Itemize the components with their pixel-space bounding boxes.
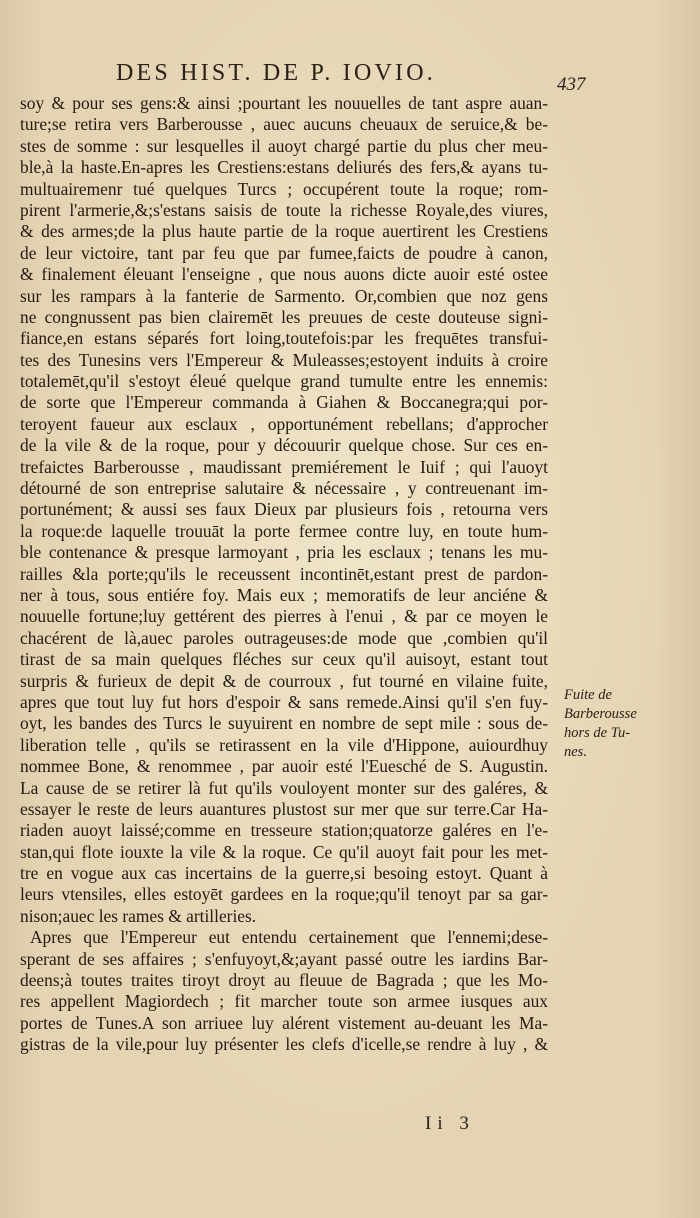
text-line: chacérent de là,auec paroles outrageuses:de mode que ,combien qu'il — [20, 627, 548, 648]
text-line: apres que tout luy fut hors d'espoir & sans remede.Ainsi qu'il s'en fuy- — [20, 691, 548, 712]
text-line: liberation telle , qu'ils se retirassent en la vile d'Hippone, auiourdhuy — [20, 734, 548, 755]
margin-note-line: nes. — [564, 744, 587, 760]
text-line: totalemēt,qu'il s'estoyt éleué quelque grand tumulte entre les ennemis: — [20, 371, 548, 392]
text-line: soy & pour ses gens:& ainsi ;pourtant les nouuelles de tant aspre auan- — [20, 93, 548, 113]
text-line: de leur victoire, tant par feu que par fumee,faicts de poudre à canon, — [20, 242, 548, 263]
running-title: DES HIST. DE P. IOVIO. — [116, 60, 436, 86]
signature-mark: Ii 3 — [425, 1113, 475, 1134]
text-line: nouuelle fortune;luy gettérent des pierres à l'enui , & par ce moyen le — [20, 606, 548, 627]
text-line: & des armes;de la plus haute partie de la roque auertirent les Crestiens — [20, 221, 548, 242]
text-line: fiance,en estans séparés fort loing,toutefois:par les frequētes transfui- — [20, 328, 548, 349]
text-line: ble contenance & presque larmoyant , pria les esclaux ; tenans les mu- — [20, 542, 548, 563]
text-line: Apres que l'Empereur eut entendu certainement que l'ennemi;dese- — [30, 927, 548, 948]
text-line: portes de Tunes.A son arriuee luy alérent vistement au-deuant les Ma- — [20, 1012, 548, 1033]
text-line: & finalement éleuant l'enseigne , que nous auons dicte auoir esté ostee — [20, 264, 548, 285]
text-line: stan,qui flote iouxte la vile & la roque. Ce qu'il auoyt fait pour les met- — [20, 841, 548, 862]
text-line: oyt, les bandes des Turcs le suyuirent en nombre de sept mile : sous de- — [20, 713, 548, 734]
text-line: nommee Bone, & renommee , par auoir esté l'Euesché de S. Augustin. — [20, 756, 548, 777]
text-line: essayer le reste de leurs auantures plustost sur mer que sur terre.Car Ha- — [20, 798, 548, 819]
text-line: de la vile & de la roque, pour y découurir quelque chose. Sur ces en- — [20, 435, 548, 456]
page-number: 437 — [557, 74, 586, 95]
text-line: teroyent faueur aux esclaux , opportunément rebellans; d'approcher — [20, 413, 548, 434]
margin-note-line: Fuite de — [564, 687, 612, 703]
text-line: tre en vogue aux cas incertains de la guerre,si besoing estoyt. Quant à — [20, 863, 548, 884]
text-line: sperant de ses affaires ; s'enfuyoyt,&;ayant passé outre les iardins Bar- — [20, 948, 548, 969]
text-line: portunément; & aussi ses faux Dieux par plusieurs fois , retourna vers — [20, 499, 548, 520]
margin-note-line: Barberousse — [564, 706, 637, 722]
text-line: res appellent Magiordech ; fit marcher toute son armee iusques aux — [20, 991, 548, 1012]
text-line: pirent l'armerie,&;s'estans saisis de toute la richesse Royale,des viures, — [20, 199, 548, 220]
text-line: ner à tous, sous entiére foy. Mais eux ; memoratifs de leur anciéne & — [20, 584, 548, 605]
text-line: stes de somme : sur lesquelles il auoyt chargé partie du plus cher meu- — [20, 135, 548, 156]
text-line: tirast de sa main quelques fléches sur ceux qu'il auisoyt, estant tout — [20, 649, 548, 670]
text-line: de sorte que l'Empereur commanda à Giahen & Boccanegra;qui por- — [20, 392, 548, 413]
text-line: ble,à la haste.En-apres les Crestiens:estans deliurés des fers,& ayans tu- — [20, 157, 548, 178]
text-line: ture;se retira vers Barberousse , auec aucuns cheuaux de seruice,& be- — [20, 114, 548, 135]
text-line: nison;auec les rames & artilleries. — [20, 905, 257, 926]
margin-note-line: hors de Tu- — [564, 725, 631, 741]
running-head — [0, 60, 700, 95]
text-line: tes des Tunesins vers l'Empereur & Muleasses;estoyent induits à croire — [20, 349, 548, 370]
text-line: ne congnussent pas bien clairemēt les preuues de ceste douteuse signi- — [20, 306, 548, 327]
text-line: riaden auoyt laissé;comme en tresseure station;quatorze galéres en l'e- — [20, 820, 548, 841]
text-line: trefaictes Barberousse , maudissant premiérement le Iuif ; qui l'auoyt — [20, 456, 548, 477]
text-line: la roque:de laquelle trouuāt la porte fermee contre luy, en toute hum- — [20, 520, 548, 541]
body-text — [20, 93, 548, 1056]
text-line: multuairemenr tué quelques Turcs ; occupérent toute la roque; rom- — [20, 178, 548, 199]
text-line: leurs vtensiles, elles estoyēt gardees en la roque;qu'il tenoyt par sa gar- — [20, 884, 548, 905]
text-line: détourné de son entreprise salutaire & nécessaire , y contreuenant im- — [20, 478, 548, 499]
text-line: deens;à toutes traites tiroyt droyt au fleuue de Bagrada ; que les Mo- — [20, 970, 548, 991]
text-line: railles &la porte;qu'ils le receussent incontinēt,estant prest de pardon- — [20, 563, 548, 584]
text-line: surpris & furieux de depit & de courroux , fut tourné en vilaine fuite, — [20, 670, 548, 691]
text-line: gistras de la vile,pour luy présenter les clefs d'icelle,se rendre à luy , & — [20, 1034, 548, 1055]
margin-note — [564, 686, 674, 762]
text-line: sur les rampars à la fanterie de Sarmento. Or,combien que noz gens — [20, 285, 548, 306]
text-line: La cause de se retirer là fut qu'ils vouloyent monter sur des galéres, & — [20, 777, 548, 798]
